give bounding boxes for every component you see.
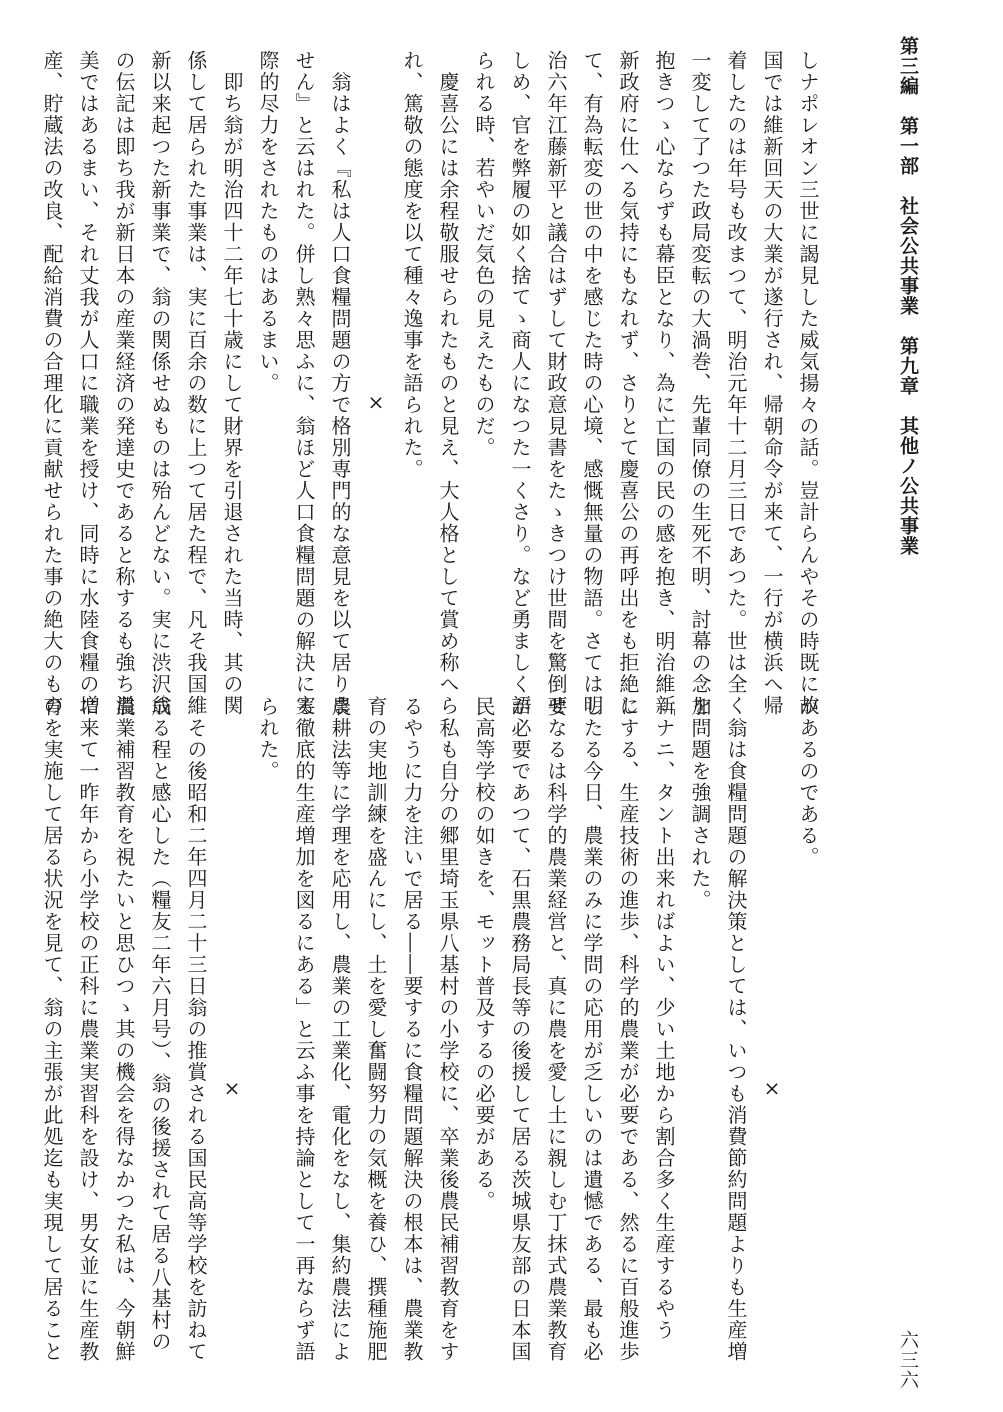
text-column: 際的尽力をされたものはあるまい。 (256, 50, 280, 394)
text-column: に来て一昨年から小学校の正科に農業実習科を設け、男女並に生産教 (76, 696, 100, 1363)
text-column: 成る程と感心した（糧友二年六月号）、翁の後援されて居る八基村の (148, 696, 172, 1353)
section-separator: × (220, 990, 244, 1102)
text-column: 翁は食糧問題の解決策としては、いつも消費節約問題よりも生産増 (724, 696, 748, 1363)
text-column: せん』と云はれた。併し熟々思ふに、翁ほど人口食糧問題の解決に実 (292, 50, 316, 717)
text-column: 私も自分の郷里埼玉県八基村の小学校に、卒業後農民補習教育をす (436, 696, 460, 1363)
section-separator: × (364, 304, 388, 416)
text-column: 美ではあるまい、それ丈我が人口に職業を授け、同時に水陸食糧の増 (76, 50, 100, 717)
section-separator: × (760, 990, 784, 1102)
text-column: 産、貯蔵法の改良、配給消費の合理化に貢献せられた事の絶大のもの (40, 50, 64, 717)
text-column: 育の実地訓練を盛んにし、土を愛し奮闘努力の気概を養ひ、撰種施肥 (364, 696, 388, 1363)
text-column: 民高等学校の如きを、モット普及するの必要がある。 (472, 696, 496, 1212)
text-column: 新以来起つた新事業で、翁の関係せぬものは殆んどない。実に渋沢翁 (148, 50, 172, 717)
text-column: の伝記は即ち我が新日本の産業経済の発達史であると称するも強ち溢 (112, 50, 136, 717)
text-column: しめ、官を弊履の如く捨てゝ商人になつた一くさり。など勇ましく語 (508, 50, 532, 717)
text-column: したる今日、農業のみに学問の応用が乏しいのは遺憾である、最も必 (580, 696, 604, 1363)
text-column: 要なるは科学的農業経営と、真に農を愛し土に親しむ丁抹式農業教育 (544, 696, 568, 1363)
text-column: が必要であつて、石黒農務局長等の後援して居る茨城県友部の日本国 (508, 696, 532, 1363)
text-column: 農耕法等に学理を応用し、農業の工業化、電化をなし、集約農法によ (328, 696, 352, 1363)
bottom-text-block (34, 696, 826, 1396)
text-column: 着したのは年号も改まつて、明治元年十二月三日であつた。世は全く (724, 50, 748, 717)
text-column: 係して居られた事業は、実に百余の数に上つて居た程で、凡そ我国維 (184, 50, 208, 717)
text-column: しナポレオン三世に謁見した威気揚々の話。豈計らんやその時既に故 (796, 50, 820, 717)
text-column: 抱きつゝ心ならずも幕臣となり、為に亡国の民の感を抱き、明治維新 (652, 50, 676, 717)
text-column: 新政府に仕へる気持にもなれず、さりとて慶喜公の再呼出をも拒絶し (616, 50, 640, 717)
text-column: 国では維新回天の大業が遂行され、帰朝命令が来て、一行が横浜へ帰 (760, 50, 784, 717)
text-column: られた。 (256, 696, 280, 782)
text-column: る徹底的生産増加を図るにある」と云ふ事を持論として一再ならず語 (292, 696, 316, 1363)
text-column: 即ち翁が明治四十二年七十歳にして財界を引退された当時、其の関 (220, 50, 244, 717)
text-column: るやうに力を注いで居る――要するに食糧問題解決の根本は、農業教 (400, 696, 424, 1363)
text-column: て、有為転変の世の中を感じた時の心境、感慨無量の物語。さては明 (580, 50, 604, 717)
text-column: 育を実施して居る状況を見て、翁の主張が此処迄も実現して居ること (40, 696, 64, 1363)
top-text-block (34, 50, 826, 717)
text-column: 一変して了つた政局変転の大渦巻、先輩同僚の生死不明、討幕の念を (688, 50, 712, 717)
text-column: があるのである。 (796, 696, 820, 868)
text-column: 翁はよく『私は人口食糧問題の方で格別専門的な意見を以て居りま (328, 50, 352, 717)
text-column: 慶喜公には余程敬服せられたものと見え、大人格として賞め称へら (436, 50, 460, 717)
text-column: にする、生産技術の進歩、科学的農業が必要である、然るに百般進歩 (616, 696, 640, 1363)
text-column: 農業補習教育を視たいと思ひつゝ其の機会を得なかつた私は、今朝鮮 (112, 696, 136, 1363)
page-number: 六三六 (897, 1330, 919, 1390)
text-column: 加問題を強調された。 (688, 696, 712, 911)
text-column: れ、篤敬の態度を以て種々逸事を語られた。 (400, 50, 424, 480)
text-column: その後昭和二年四月二十三日翁の推賞される国民高等学校を訪ねて (184, 696, 208, 1363)
text-column: 「ナニ、タント出来ればよい、少い土地から割合多く生産するやう (652, 696, 676, 1341)
running-header: 第三編 第一部 社会公共事業 第九章 其他ノ公共事業 (897, 36, 919, 556)
text-column: 治六年江藤新平と議合はずして財政意見書をたゝきつけ世間を驚倒せ (544, 50, 568, 717)
text-column: られる時、若やいだ気色の見えたものだ。 (472, 50, 496, 459)
